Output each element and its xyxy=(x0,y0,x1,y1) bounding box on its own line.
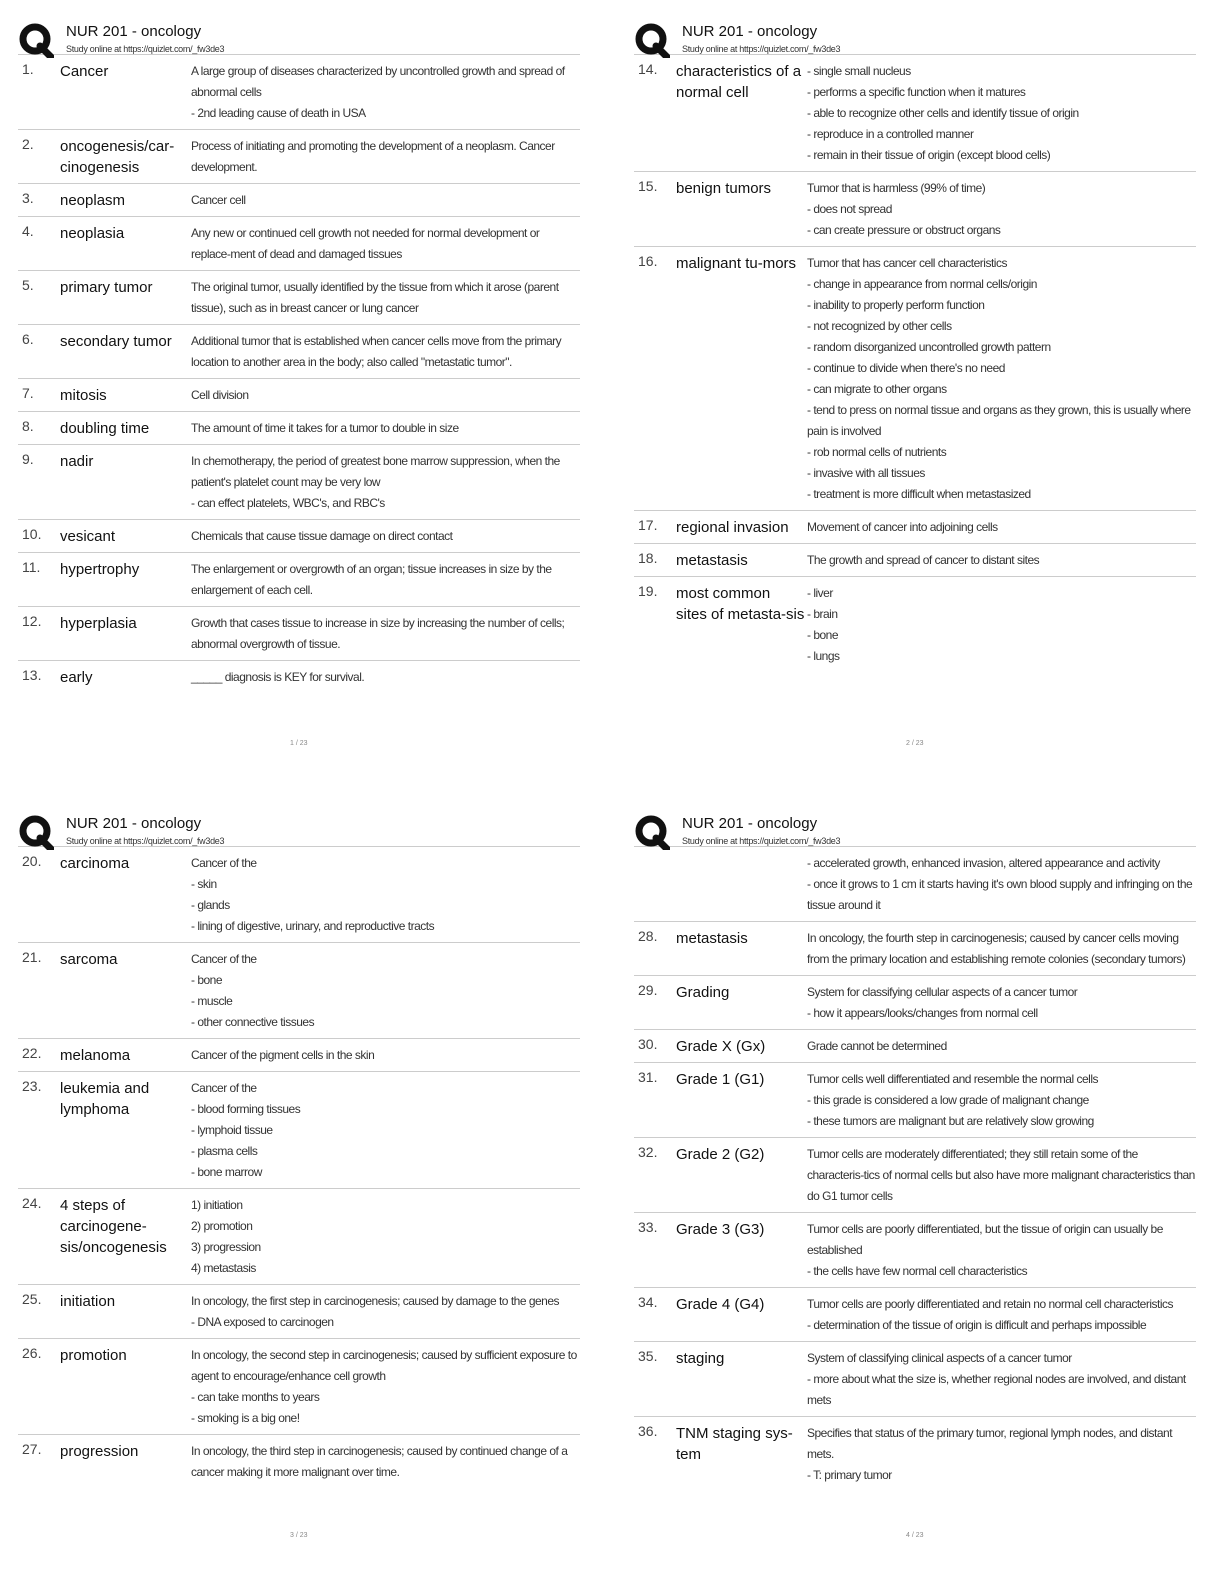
definition-line: In chemotherapy, the period of greatest bone marrow suppression, when the patient's platelet count may be very low xyxy=(191,454,560,489)
card-definition xyxy=(191,1195,580,1279)
card-number: 9. xyxy=(22,451,34,467)
flashcard-row xyxy=(634,1417,1196,1491)
definition-line: - rob normal cells of nutrients xyxy=(807,445,947,459)
card-number: 14. xyxy=(638,61,658,77)
flashcard-row xyxy=(634,1342,1196,1417)
definition-line: Any new or continued cell growth not needed for normal development or replace-ment of dead and damaged tissues xyxy=(191,226,540,261)
flashcard-page-3 xyxy=(18,812,580,1539)
card-term: carcinoma xyxy=(60,855,130,872)
flashcard-row xyxy=(634,1063,1196,1138)
definition-line: Cancer cell xyxy=(191,193,246,207)
definition-line: Specifies that status of the primary tumor, regional lymph nodes, and distant mets. xyxy=(807,1426,1173,1461)
card-definition xyxy=(191,136,580,178)
card-definition xyxy=(191,451,580,514)
card-definition xyxy=(191,1441,580,1483)
card-definition xyxy=(807,550,1196,571)
definition-line: - invasive with all tissues xyxy=(807,466,925,480)
flashcard-row xyxy=(634,544,1196,577)
definition-line: Cancer of the xyxy=(191,952,257,966)
definition-line: Cancer of the pigment cells in the skin xyxy=(191,1048,375,1062)
flashcard-row xyxy=(18,943,580,1039)
card-term: doubling time xyxy=(60,420,150,437)
quizlet-logo-icon xyxy=(634,814,670,850)
definition-line: - liver xyxy=(807,586,833,600)
definition-line: - the cells have few normal cell characteristics xyxy=(807,1264,1028,1278)
definition-line: Cancer of the xyxy=(191,856,257,870)
definition-line: - these tumors are malignant but are relatively slow growing xyxy=(807,1114,1094,1128)
card-definition xyxy=(807,982,1196,1024)
card-term: regional invasion xyxy=(676,519,789,536)
flashcard-row xyxy=(18,553,580,607)
definition-line: 4) metastasis xyxy=(191,1261,256,1275)
flashcard-row xyxy=(18,520,580,553)
definition-line: The original tumor, usually identified by the tissue from which it arose (parent tissue), such as in breast cancer or lung cancer xyxy=(191,280,559,315)
card-term: neoplasia xyxy=(60,225,125,242)
flashcard-row xyxy=(18,412,580,445)
flashcard-row xyxy=(18,1072,580,1189)
page-title: NUR 201 - oncology xyxy=(66,23,202,40)
card-number: 33. xyxy=(638,1219,658,1235)
flashcard-row xyxy=(18,379,580,412)
card-number: 13. xyxy=(22,667,42,683)
definition-line: Tumor cells are poorly differentiated and retain no normal cell characteristics xyxy=(807,1297,1174,1311)
card-number: 7. xyxy=(22,385,34,401)
definition-line: - continue to divide when there's no need xyxy=(807,361,1005,375)
card-number: 8. xyxy=(22,418,34,434)
card-term: nadir xyxy=(60,453,94,470)
card-term: hyperplasia xyxy=(60,615,137,632)
flashcard-row xyxy=(634,511,1196,544)
page-number: 1 / 23 xyxy=(290,740,308,747)
definition-line: Additional tumor that is established when cancer cells move from the primary location to another area in the body; also called "metastatic tumor". xyxy=(191,334,562,369)
flashcard-row xyxy=(18,1285,580,1339)
definition-line: Tumor cells well differentiated and resemble the normal cells xyxy=(807,1072,1098,1086)
definition-line: - smoking is a big one! xyxy=(191,1411,300,1425)
card-number: 31. xyxy=(638,1069,658,1085)
definition-line: Cancer of the xyxy=(191,1081,257,1095)
definition-line: - muscle xyxy=(191,994,233,1008)
definition-line: - random disorganized uncontrolled growth pattern xyxy=(807,340,1051,354)
card-number: 21. xyxy=(22,949,42,965)
card-definition xyxy=(191,667,580,688)
page-number: 2 / 23 xyxy=(906,740,924,747)
card-term: leukemia and lymphoma xyxy=(60,1080,150,1118)
flashcard-row xyxy=(634,976,1196,1030)
card-term: characteristics of a normal cell xyxy=(676,63,802,101)
definition-line: - can create pressure or obstruct organs xyxy=(807,223,1001,237)
flashcard-row xyxy=(18,217,580,271)
definition-line: - remain in their tissue of origin (except blood cells) xyxy=(807,148,1051,162)
flashcard-row xyxy=(18,1039,580,1072)
card-term: benign tumors xyxy=(676,180,772,197)
card-definition xyxy=(807,253,1196,505)
card-definition xyxy=(191,277,580,319)
card-definition xyxy=(807,1069,1196,1132)
card-definition xyxy=(807,1423,1196,1486)
definition-line: - treatment is more difficult when metastasized xyxy=(807,487,1031,501)
card-number: 34. xyxy=(638,1294,658,1310)
card-term: Grading xyxy=(676,984,730,1001)
flashcard-row xyxy=(634,1213,1196,1288)
card-term: progression xyxy=(60,1443,139,1460)
card-number: 16. xyxy=(638,253,658,269)
definition-line: In oncology, the second step in carcinogenesis; caused by sufficient exposure to agent to encourage/enhance cell growth xyxy=(191,1348,577,1383)
definition-line: - reproduce in a controlled manner xyxy=(807,127,974,141)
definition-line: - inability to properly perform function xyxy=(807,298,985,312)
card-term: metastasis xyxy=(676,552,748,569)
card-definition xyxy=(191,1045,580,1066)
flashcard-row xyxy=(18,445,580,520)
card-definition xyxy=(191,1078,580,1183)
definition-line: 2) promotion xyxy=(191,1219,253,1233)
definition-line: - single small nucleus xyxy=(807,64,911,78)
study-online-link[interactable]: Study online at https://quizlet.com/_fw3de3 xyxy=(682,836,841,846)
card-term: Grade 3 (G3) xyxy=(676,1221,765,1238)
definition-line: - lungs xyxy=(807,649,840,663)
quizlet-logo-icon xyxy=(18,22,54,58)
card-term: sarcoma xyxy=(60,951,118,968)
card-term xyxy=(676,853,807,916)
card-number: 4. xyxy=(22,223,34,239)
card-definition xyxy=(191,949,580,1033)
card-term: early xyxy=(60,669,93,686)
definition-line: - can take months to years xyxy=(191,1390,320,1404)
definition-line: Chemicals that cause tissue damage on direct contact xyxy=(191,529,453,543)
flashcard-row xyxy=(18,1339,580,1435)
card-term: Grade X (Gx) xyxy=(676,1038,766,1055)
definition-line: Tumor cells are moderately differentiated; they still retain some of the characteris-tics of normal cells but also have more malignant characteristics than do G1 tumor cells xyxy=(807,1147,1195,1203)
flashcard-row xyxy=(18,847,580,943)
flashcard-row xyxy=(634,922,1196,976)
page-number: 4 / 23 xyxy=(906,1532,924,1539)
flashcard-row xyxy=(18,325,580,379)
card-definition xyxy=(191,526,580,547)
card-term: primary tumor xyxy=(60,279,153,296)
definition-line: The enlargement or overgrowth of an organ; tissue increases in size by the enlargement of each cell. xyxy=(191,562,552,597)
card-number: 36. xyxy=(638,1423,658,1439)
definition-line: - can migrate to other organs xyxy=(807,382,947,396)
flashcard-row xyxy=(18,607,580,661)
card-term: malignant tu-mors xyxy=(676,255,797,272)
flashcard-page-4 xyxy=(634,812,1196,1539)
definition-line: Movement of cancer into adjoining cells xyxy=(807,520,998,534)
card-number: 15. xyxy=(638,178,658,194)
flashcard-row xyxy=(18,661,580,693)
definition-line: - tend to press on normal tissue and organs as they grown, this is usually where pain is involved xyxy=(807,403,1191,438)
card-definition xyxy=(807,178,1196,241)
card-definition xyxy=(807,583,1196,667)
card-number xyxy=(634,853,676,916)
card-definition xyxy=(807,928,1196,970)
card-definition xyxy=(191,61,580,124)
card-number: 17. xyxy=(638,517,658,533)
card-number: 20. xyxy=(22,853,42,869)
page-title: NUR 201 - oncology xyxy=(66,815,202,832)
definition-line: - once it grows to 1 cm it starts having it's own blood supply and infringing on the tissue around it xyxy=(807,877,1193,912)
flashcard-row xyxy=(634,1138,1196,1213)
card-number: 24. xyxy=(22,1195,42,1211)
definition-line: - determination of the tissue of origin is difficult and perhaps impossible xyxy=(807,1318,1147,1332)
definition-line: 3) progression xyxy=(191,1240,261,1254)
card-definition xyxy=(191,385,580,406)
page-header xyxy=(18,812,580,846)
study-online-link[interactable]: Study online at https://quizlet.com/_fw3de3 xyxy=(66,44,225,54)
card-definition xyxy=(191,331,580,373)
definition-line: - bone xyxy=(191,973,223,987)
flashcard-row xyxy=(634,1030,1196,1063)
card-definition xyxy=(807,61,1196,166)
card-definition xyxy=(807,1144,1196,1207)
flashcard-page-1 xyxy=(18,20,580,747)
card-definition xyxy=(191,223,580,265)
definition-line: - this grade is considered a low grade of malignant change xyxy=(807,1093,1089,1107)
card-list xyxy=(634,54,1196,672)
definition-line: - bone marrow xyxy=(191,1165,262,1179)
card-definition xyxy=(807,853,1196,916)
card-definition xyxy=(191,418,580,439)
card-term: Grade 2 (G2) xyxy=(676,1146,765,1163)
definition-line: - other connective tissues xyxy=(191,1015,315,1029)
page-title: NUR 201 - oncology xyxy=(682,23,818,40)
definition-line: Grade cannot be determined xyxy=(807,1039,947,1053)
definition-line: - 2nd leading cause of death in USA xyxy=(191,106,366,120)
definition-line: In oncology, the third step in carcinogenesis; caused by continued change of a cancer making it more malignant over time. xyxy=(191,1444,568,1479)
card-term: Grade 1 (G1) xyxy=(676,1071,765,1088)
card-definition xyxy=(191,613,580,655)
quizlet-logo-icon xyxy=(634,22,670,58)
definition-line: - able to recognize other cells and identify tissue of origin xyxy=(807,106,1079,120)
definition-line: The amount of time it takes for a tumor to double in size xyxy=(191,421,459,435)
card-number: 3. xyxy=(22,190,34,206)
card-number: 23. xyxy=(22,1078,42,1094)
card-number: 19. xyxy=(638,583,658,599)
card-term: metastasis xyxy=(676,930,748,947)
flashcard-row xyxy=(18,130,580,184)
flashcard-row xyxy=(18,184,580,217)
card-number: 5. xyxy=(22,277,34,293)
card-term: most common sites of metasta-sis xyxy=(676,585,805,623)
card-term: vesicant xyxy=(60,528,116,545)
card-definition xyxy=(807,1219,1196,1282)
card-number: 10. xyxy=(22,526,42,542)
card-term: initiation xyxy=(60,1293,116,1310)
page-header xyxy=(634,812,1196,846)
flashcard-row xyxy=(634,577,1196,672)
card-list xyxy=(634,846,1196,1491)
definition-line: - change in appearance from normal cells/origin xyxy=(807,277,1037,291)
card-term: 4 steps of carcinogene-sis/oncogenesis xyxy=(60,1197,167,1256)
definition-line: In oncology, the first step in carcinogenesis; caused by damage to the genes xyxy=(191,1294,560,1308)
definition-line: 1) initiation xyxy=(191,1198,243,1212)
card-definition xyxy=(807,1294,1196,1336)
page-title: NUR 201 - oncology xyxy=(682,815,818,832)
definition-line: The growth and spread of cancer to distant sites xyxy=(807,553,1040,567)
definition-line: - can effect platelets, WBC's, and RBC's xyxy=(191,496,385,510)
definition-line: Cell division xyxy=(191,388,249,402)
definition-line: - not recognized by other cells xyxy=(807,319,952,333)
flashcard-row xyxy=(18,55,580,130)
definition-line: - performs a specific function when it matures xyxy=(807,85,1026,99)
definition-line: - bone xyxy=(807,628,839,642)
card-term: Grade 4 (G4) xyxy=(676,1296,765,1313)
definition-line: _____ diagnosis is KEY for survival. xyxy=(191,670,365,684)
definition-line: - DNA exposed to carcinogen xyxy=(191,1315,334,1329)
card-number: 35. xyxy=(638,1348,658,1364)
card-number: 25. xyxy=(22,1291,42,1307)
flashcard-row xyxy=(18,271,580,325)
definition-line: - plasma cells xyxy=(191,1144,258,1158)
definition-line: Tumor that has cancer cell characteristics xyxy=(807,256,1007,270)
definition-line: In oncology, the fourth step in carcinogenesis; caused by cancer cells moving from the primary location and establishing remote colonies (secondary tumors) xyxy=(807,931,1186,966)
study-online-link[interactable]: Study online at https://quizlet.com/_fw3de3 xyxy=(66,836,225,846)
definition-line: - lymphoid tissue xyxy=(191,1123,273,1137)
flashcard-row xyxy=(634,55,1196,172)
flashcard-row xyxy=(634,847,1196,922)
card-number: 2. xyxy=(22,136,34,152)
card-definition xyxy=(807,1036,1196,1057)
definition-line: - glands xyxy=(191,898,230,912)
card-term: Cancer xyxy=(60,63,109,80)
card-definition xyxy=(191,559,580,601)
definition-line: - lining of digestive, urinary, and reproductive tracts xyxy=(191,919,435,933)
page-header xyxy=(634,20,1196,54)
flashcard-row xyxy=(18,1435,580,1488)
flashcard-row xyxy=(18,1189,580,1285)
card-term: oncogenesis/car-cinogenesis xyxy=(60,138,175,176)
card-number: 11. xyxy=(22,559,41,575)
definition-line: Tumor that is harmless (99% of time) xyxy=(807,181,986,195)
definition-line: Tumor cells are poorly differentiated, but the tissue of origin can usually be established xyxy=(807,1222,1163,1257)
definition-line: System of classifying clinical aspects of a cancer tumor xyxy=(807,1351,1072,1365)
card-definition xyxy=(807,1348,1196,1411)
card-term: hypertrophy xyxy=(60,561,140,578)
card-definition xyxy=(191,853,580,937)
definition-line: - more about what the size is, whether regional nodes are involved, and distant mets xyxy=(807,1372,1186,1407)
card-list xyxy=(18,846,580,1488)
card-term: melanoma xyxy=(60,1047,131,1064)
definition-line: System for classifying cellular aspects of a cancer tumor xyxy=(807,985,1078,999)
card-term: secondary tumor xyxy=(60,333,172,350)
card-definition xyxy=(807,517,1196,538)
definition-line: - blood forming tissues xyxy=(191,1102,301,1116)
card-definition xyxy=(191,1345,580,1429)
definition-line: - brain xyxy=(807,607,838,621)
definition-line: - how it appears/looks/changes from normal cell xyxy=(807,1006,1038,1020)
card-number: 22. xyxy=(22,1045,42,1061)
flashcard-row xyxy=(634,172,1196,247)
card-definition xyxy=(191,1291,580,1333)
definition-line: - accelerated growth, enhanced invasion, altered appearance and activity xyxy=(807,856,1160,870)
card-number: 18. xyxy=(638,550,658,566)
card-number: 29. xyxy=(638,982,658,998)
card-term: mitosis xyxy=(60,387,107,404)
card-definition xyxy=(191,190,580,211)
card-term: promotion xyxy=(60,1347,127,1364)
card-number: 28. xyxy=(638,928,658,944)
card-term: staging xyxy=(676,1350,725,1367)
definition-line: - T: primary tumor xyxy=(807,1468,892,1482)
card-list xyxy=(18,54,580,693)
page-header xyxy=(18,20,580,54)
card-term: TNM staging sys-tem xyxy=(676,1425,793,1463)
flashcard-row xyxy=(634,247,1196,511)
card-term: neoplasm xyxy=(60,192,126,209)
page-number: 3 / 23 xyxy=(290,1532,308,1539)
definition-line: - skin xyxy=(191,877,217,891)
definition-line: A large group of diseases characterized by uncontrolled growth and spread of abnormal cells xyxy=(191,64,565,99)
card-number: 26. xyxy=(22,1345,42,1361)
flashcard-page-2 xyxy=(634,20,1196,747)
card-number: 1. xyxy=(22,61,34,77)
definition-line: Process of initiating and promoting the development of a neoplasm. Cancer development. xyxy=(191,139,555,174)
quizlet-logo-icon xyxy=(18,814,54,850)
flashcard-row xyxy=(634,1288,1196,1342)
study-online-link[interactable]: Study online at https://quizlet.com/_fw3de3 xyxy=(682,44,841,54)
card-number: 32. xyxy=(638,1144,658,1160)
card-number: 27. xyxy=(22,1441,42,1457)
card-number: 12. xyxy=(22,613,42,629)
card-number: 6. xyxy=(22,331,34,347)
card-number: 30. xyxy=(638,1036,658,1052)
definition-line: Growth that cases tissue to increase in size by increasing the number of cells; abnormal overgrowth of tissue. xyxy=(191,616,565,651)
definition-line: - does not spread xyxy=(807,202,892,216)
